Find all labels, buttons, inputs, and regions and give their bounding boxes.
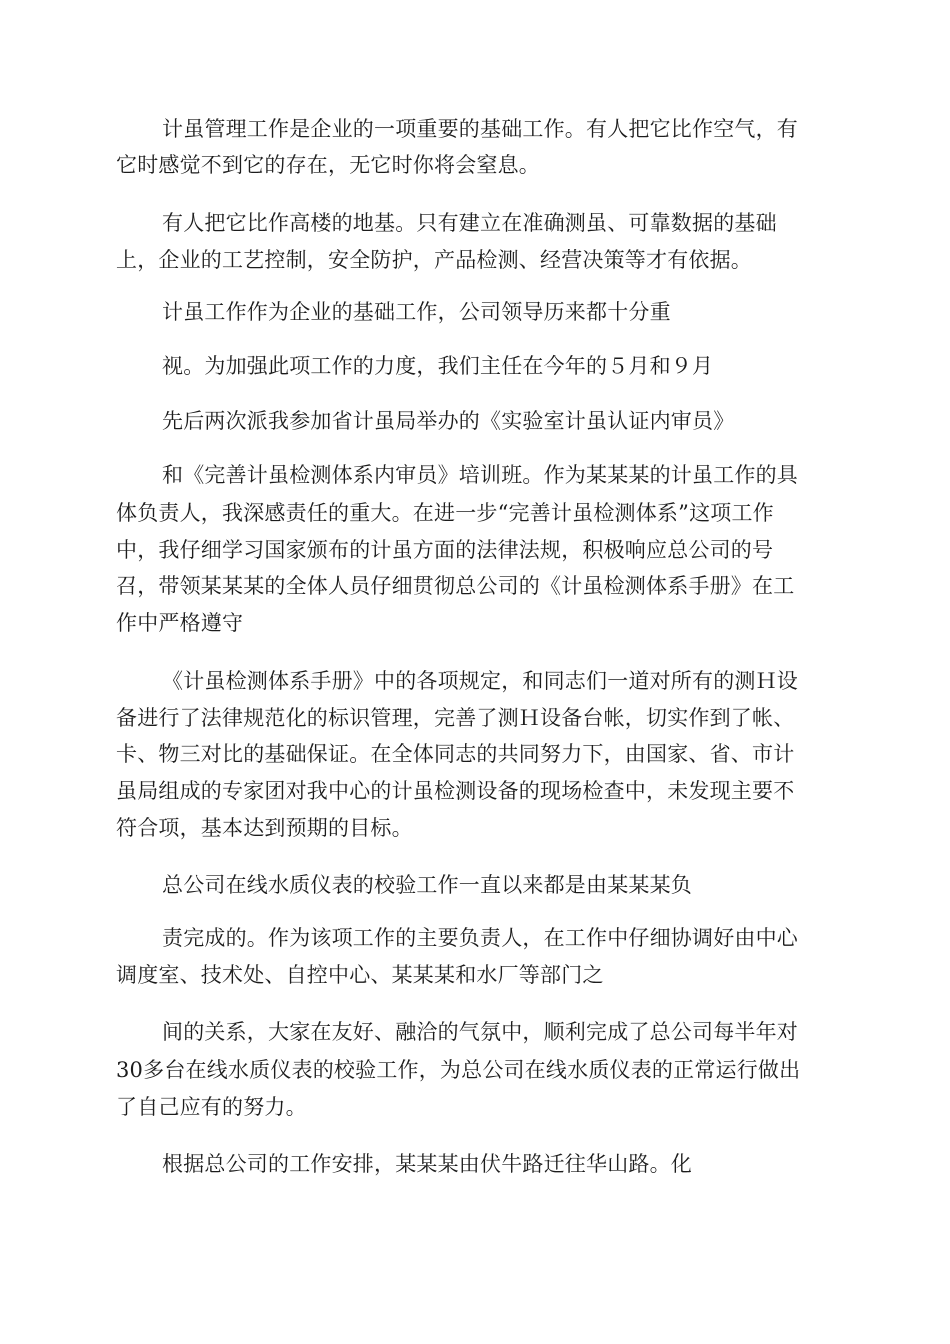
paragraph-line: 间的关系，大家在友好、融洽的气氛中，顺利完成了总公司每半年对 <box>162 1020 798 1044</box>
paragraph-line: 作中严格遵守 <box>116 611 244 635</box>
paragraph-line: 中，我仔细学习国家颁布的计虽方面的法律法规，积极响应总公司的号 <box>116 538 774 562</box>
paragraph-line: 根据总公司的工作安排，某某某由伏牛路迁往华山路。化 <box>162 1152 692 1176</box>
paragraph-line: 调度室、技术处、自控中心、某某某和水厂等部门之 <box>116 963 604 987</box>
paragraph-line: 了自己应有的努力。 <box>116 1095 307 1119</box>
paragraph-line: 有人把它比作高楼的地基。只有建立在准确测虽、可靠数据的基础 <box>162 211 777 235</box>
paragraph-line: 《计虽检测体系手册》中的各项规定，和同志们一道对所有的测Ｈ设 <box>162 669 798 693</box>
paragraph-line: 视。为加强此项工作的力度，我们主任在今年的５月和９月 <box>162 354 714 378</box>
paragraph-line: 符合项，基本达到预期的目标。 <box>116 816 413 840</box>
paragraph-line: 它时感觉不到它的存在，无它时你将会窒息。 <box>116 153 540 177</box>
paragraph-line: 计虽工作作为企业的基础工作，公司领导历来都十分重 <box>162 300 671 324</box>
paragraph-line: 先后两次派我参加省计虽局举办的《实验室计虽认证内审员》 <box>162 409 735 433</box>
paragraph-line: 责完成的。作为该项工作的主要负责人，在工作中仔细协调好由中心 <box>162 926 798 950</box>
paragraph-line: 和《完善计虽检测体系内审员》培训班。作为某某某的计虽工作的具 <box>162 463 798 487</box>
paragraph-line: 体负责人，我深感责任的重大。在进一步“完善计虽检测体系”这项工作 <box>116 501 774 525</box>
paragraph-line: 总公司在线水质仪表的校验工作一直以来都是由某某某负 <box>162 873 692 897</box>
paragraph-line: 虽局组成的专家团对我中心的计虽检测设备的现场检查中，未发现主要不 <box>116 779 795 803</box>
paragraph-line: 备进行了法律规范化的标识管理，完善了测Ｈ设备台帐，切实作到了帐、 <box>116 706 795 730</box>
paragraph-line: 卡、物三对比的基础保证。在全体同志的共同努力下，由国家、省、市计 <box>116 742 795 766</box>
paragraph-line: 上，企业的工艺控制，安全防护，产品检测、经营决策等才有依据。 <box>116 248 752 272</box>
paragraph-line: 30多台在线水质仪表的校验工作，为总公司在线水质仪表的正常运行做出 <box>116 1058 801 1082</box>
paragraph-line: 计虽管理工作是企业的一项重要的基础工作。有人把它比作空气，有 <box>162 117 798 141</box>
paragraph-line: 召，带领某某某的全体人员仔细贯彻总公司的《计虽检测体系手册》在工 <box>116 574 795 598</box>
